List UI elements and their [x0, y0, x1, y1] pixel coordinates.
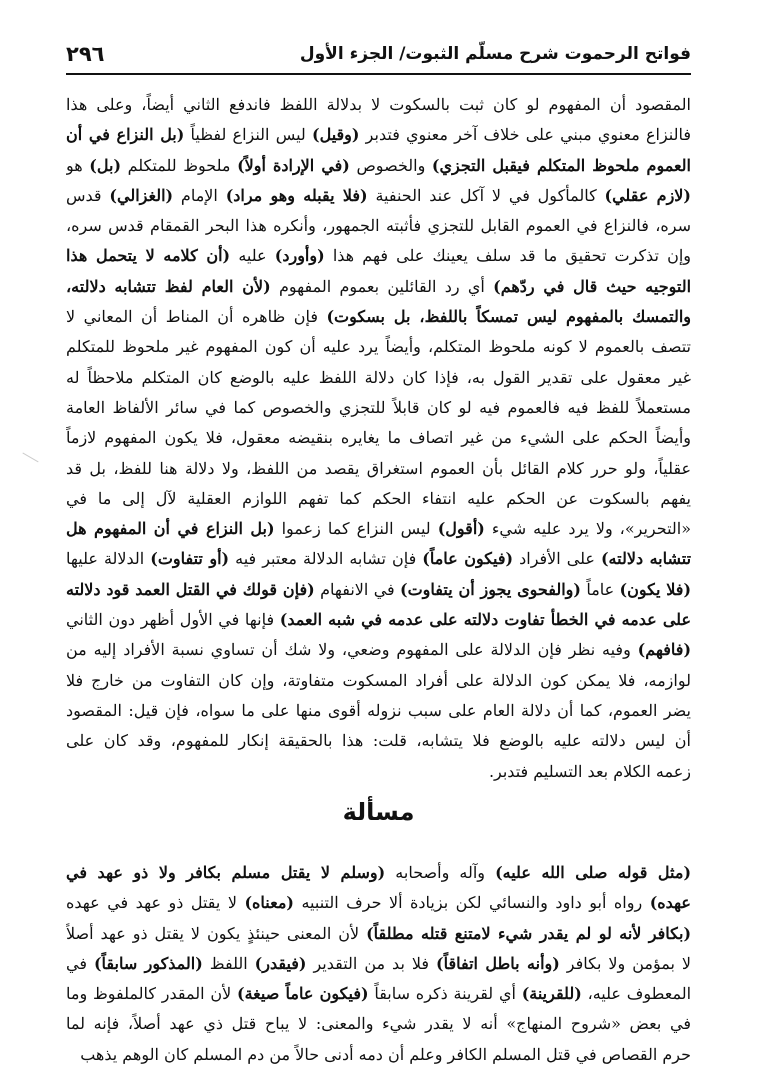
text-line [66, 979, 691, 1009]
bold-text-run: (والفحوى يجوز أن يتفاوت) [400, 579, 581, 599]
section-heading: مسألة [342, 798, 415, 826]
text-run: الإمام [173, 185, 226, 205]
text-line [66, 575, 691, 605]
bold-text-run: (فلا يقبله وهو مراد) [225, 185, 368, 205]
text-run: لوازمه، فلا يمكن كون الدلالة على أفراد المسكوت متفاوتة، وإن كان التفاوت من خارج فلا [66, 670, 691, 690]
text-run: في بعض «شروح المنهاج» أنه لا يقدر شيء والمعنى: لا يباح قتل ذي عهد أصلاً، فإنه لما [66, 1014, 691, 1034]
text-line [66, 90, 691, 120]
text-run: لا يقتل ذو عهد في عهده [66, 893, 245, 913]
text-line [66, 635, 691, 665]
text-run: في الانفهام [314, 579, 401, 599]
text-run: حرم القصاص في قتل المسلم الكافر وعلم أن دمه أدنى حالاً من دم المسلم كان الوهم يذهب [80, 1044, 691, 1064]
running-title: فواتح الرحموت شرح مسلّم الثبوت/ الجزء الأول [299, 44, 691, 64]
text-run: في [66, 953, 94, 973]
text-line [66, 241, 691, 271]
text-line [66, 363, 691, 393]
bold-text-run: (فيكون عاماً صيغة) [237, 984, 369, 1004]
text-line [66, 393, 691, 423]
text-line [66, 949, 691, 979]
bold-text-run: (وسلم لا يقتل مسلم بكافر ولا ذو عهد في [66, 863, 386, 882]
text-run: فإن تشابه الدلالة معتبر فيه [229, 549, 423, 569]
text-line [66, 181, 691, 211]
text-run: لأن المعنى حينئذٍ يكون لا يقتل ذو عهد أصلاً [66, 923, 367, 943]
text-run: لا بمؤمن ولا بكافر [559, 953, 691, 973]
body-text-top [66, 90, 691, 787]
text-line [66, 726, 691, 756]
bold-text-run: (فيقدر) [254, 953, 307, 973]
text-run: يفهم بالسكوت عن الحكم عليه انتفاء الحكم كما تفهم اللوازم العقلية لآل إلى ما في [66, 488, 691, 508]
bold-text-run: (أن كلامه لا يتحمل هذا [66, 246, 231, 266]
text-line [66, 151, 691, 181]
bold-text-run: التوجيه حيث قال في ردّهم) [493, 276, 691, 296]
bold-text-run: (فافهم) [637, 640, 691, 660]
bold-text-run: على عدمه في الخطأ تفاوت دلالته على عدمه في شبه العمد) [279, 610, 691, 630]
text-run: تتصف بالعموم لا كونه ملحوظ المتكلم، وأيضاً يرد عليه أن كون المفهوم غير ملحوظ للمتكلم [66, 337, 691, 357]
text-line [66, 272, 691, 302]
text-run: ملحوظ للمتكلم [121, 155, 238, 175]
text-line [66, 544, 691, 574]
text-line [66, 666, 691, 696]
bold-text-run: عهده) [649, 893, 691, 913]
text-run: يضر العموم، كما أن دلالة العام على سبب نزوله أقوى منها على ما سواه، فإن قيل: المقصود [66, 700, 691, 720]
text-run: وإن تذكرت تحقيق ما قد سلف يعينك على فهم هذا [324, 246, 691, 266]
text-run: عليه [230, 246, 275, 266]
bold-text-run: (فيكون عاماً) [422, 549, 514, 569]
text-run: «التحرير»، ولا يرد عليه شيء [484, 519, 691, 539]
text-run: أن ليس دلالته عليه بالوضع فلا يتشابه، قلت: هذا بالحقيقة إنكار للمفهوم، وقد كان على [66, 731, 691, 751]
bold-text-run: (لأن العام لفظ تتشابه دلالته، [66, 276, 271, 296]
text-line [66, 1040, 691, 1070]
bold-text-run: (بكافر لأنه لو لم يقدر شيء لامتنع قتله مطلقاً) [366, 923, 691, 943]
body-text-bottom [66, 858, 691, 1070]
text-line [66, 120, 691, 150]
text-run: فإن ظاهره أن المناط أن المعاني لا [66, 307, 327, 327]
text-line [66, 302, 691, 332]
text-run: على الأفراد [513, 549, 601, 569]
bold-text-run: (مثل قوله صلى الله عليه) [495, 863, 691, 882]
bold-text-run: والتمسك بالمفهوم ليس تمسكاً باللفظ، بل بسكوت) [326, 307, 691, 327]
text-run: اللفظ [202, 953, 255, 973]
text-line [66, 484, 691, 514]
text-run: أي لقرينة ذكره سابقاً [368, 984, 522, 1004]
text-line [66, 514, 691, 544]
text-run: لأن المقدر كالملفوظ وما [66, 984, 237, 1004]
bold-text-run: العموم ملحوظ المتكلم فيقبل التجزي) [431, 155, 691, 175]
text-run: كالمأكول في لا آكل عند الحنفية [367, 185, 605, 205]
bold-text-run: (بل) [89, 155, 122, 175]
bold-text-run: (بل النزاع في أن [66, 125, 185, 145]
bold-text-run: (أقول) [437, 519, 485, 539]
bold-text-run: (فإن قولك في القتل العمد قود دلالته [66, 579, 315, 599]
text-line [66, 423, 691, 453]
text-run: فإنها في الأول أظهر دون الثاني [66, 610, 280, 630]
text-line [66, 696, 691, 726]
bold-text-run: (أو تتفاوت) [150, 549, 230, 569]
text-line [66, 1009, 691, 1039]
text-run: أي رد القائلين بعموم المفهوم [270, 276, 494, 296]
text-run: عقلياً، ولو حرر كلام القائل بأن العموم استغراق يقصد من اللفظ، ولا دلالة هنا للفظ، بل قد [66, 458, 691, 478]
bold-text-run: تتشابه دلالته) [600, 549, 691, 569]
running-header [66, 36, 691, 72]
header-rule [66, 73, 691, 75]
text-run: غير معقول على تقدير القول به، فإذا كان دلالة اللفظ عليه بالوضع كان المتكلم ملاحظاً له [66, 367, 691, 387]
text-run: قدس [66, 185, 110, 205]
text-run: سره، فالنزاع في العموم القابل للتجزي فأثبته الجمهور، وأنكره هذا البحر القمقام قدس سره، [66, 216, 691, 236]
bold-text-run: (وأورد) [274, 246, 325, 266]
bold-text-run: (المذكور سابقاً) [93, 953, 203, 973]
text-run: والخصوص [349, 155, 432, 175]
bold-text-run: (وقيل) [312, 125, 360, 145]
bold-text-run: (للقرينة) [521, 984, 582, 1004]
text-run: وفيه نظر فإن الدلالة على المفهوم وضعي، ولا شك أن تساوي نسبة الأفراد إليه من [66, 640, 638, 660]
text-line [66, 454, 691, 484]
text-run: ليس النزاع كما زعموا [274, 519, 438, 539]
text-run: رواه أبو داود والنسائي لكن بزيادة ألا حرف التنبيه [293, 893, 650, 913]
bold-text-run: (معناه) [244, 893, 294, 913]
bold-text-run: (في الإرادة أولاً) [237, 155, 350, 175]
text-run: هو [66, 155, 90, 175]
bold-text-run: (فلا يكون) [619, 579, 691, 599]
text-run: المعطوف عليه، [581, 984, 691, 1004]
text-run: المقصود أن المفهوم لو كان ثبت بالسكوت لا بدلالة اللفظ فاندفع الثاني أيضاً، وعلى هذا [66, 95, 691, 114]
text-line [66, 605, 691, 635]
text-run: وآله وأصحابه [385, 863, 496, 882]
text-line [66, 858, 691, 888]
bold-text-run: (الغزالي) [109, 185, 174, 205]
bold-text-run: (بل النزاع في أن المفهوم هل [66, 519, 275, 539]
text-line [66, 757, 691, 787]
text-line [66, 332, 691, 362]
text-run: ليس النزاع لفظياً [184, 125, 313, 145]
text-line [66, 919, 691, 949]
text-run: فالنزاع معنوي مبني على خلاف آخر معنوي فتدبر [359, 125, 691, 145]
bold-text-run: (لازم عقلي) [604, 185, 691, 205]
text-run: فلا بد من التقدير [306, 953, 437, 973]
text-line [66, 211, 691, 241]
text-run: مستعملاً للفظ فيه فالعموم فيه لو كان قابلاً للتجزي والخصوص كما في سائر الألفاظ العامة [66, 397, 691, 417]
page-number: ٢٩٦ [66, 42, 105, 66]
text-run: زعمه الكلام بعد التسليم فتدبر. [488, 761, 691, 781]
text-run: وأيضاً الحكم على الشيء من غير اتصاف ما يغايره بنقيضه معقول، فلا يكون المفهوم لازماً [66, 428, 691, 448]
text-run: عاماً [580, 579, 620, 599]
scan-artifact [15, 453, 38, 475]
bold-text-run: (وأنه باطل اتفاقاً) [436, 953, 560, 973]
text-line [66, 888, 691, 918]
text-run: الدلالة عليها [66, 549, 151, 569]
